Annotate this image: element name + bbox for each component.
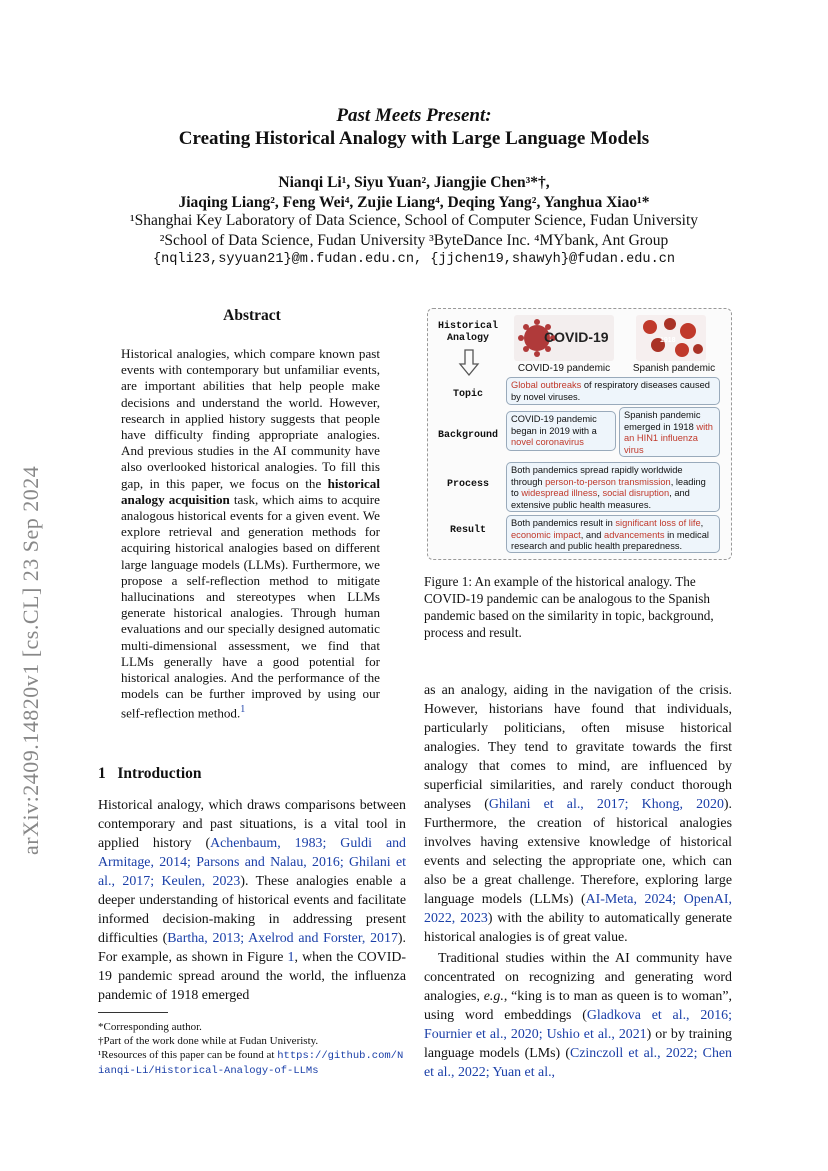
citation-link[interactable]: Ghilani et al., 2017; Khong, 2020	[488, 797, 724, 812]
topic-box: Global outbreaks of respiratory diseases caused by novel viruses.	[506, 377, 720, 405]
spanish-flu-image	[636, 315, 706, 361]
footnote-1: *Corresponding author.	[98, 1021, 202, 1033]
arxiv-stamp: arXiv:2409.14820v1 [cs.CL] 23 Sep 2024	[18, 465, 43, 855]
result-box: Both pandemics result in significant loss of life, economic impact, and advancements in medical research and public health preparedness.	[506, 515, 720, 553]
row-label-topic: Topic	[452, 389, 483, 400]
covid-badge: COVID-19	[544, 329, 609, 345]
figure-ref-link[interactable]: 1	[287, 950, 295, 965]
covid-caption: COVID-19 pandemic	[517, 363, 611, 374]
right-paragraph-2: Traditional studies within the AI community have concentrated on recognizing and generating word analogies, e.g., “king is to man as queen is to woman”, using word embeddings (Gladkova et al., 2016; Fournier et al., 2020; Ushio et al., 2021) or by training language models (LMs) (Czinczoll et al., 2022; Chen et al., 2022; Yuan et al.,	[424, 951, 732, 1080]
affiliation-line2: ²School of Data Science, Fudan University ³ByteDance Inc. ⁴MYbank, Ant Group	[159, 232, 669, 249]
citation-link[interactable]: Achenbaum, 1983; Guldi and Armitage, 2014; Parsons and Nalau, 2016; Ghilani et al., 2017; Keulen, 2023	[98, 836, 407, 889]
spanish-caption: Spanish pandemic	[632, 363, 716, 374]
background-left-box: COVID-19 pandemic began in 2019 with a novel coronavirus	[506, 411, 616, 451]
intro-heading: 1 Introduction	[98, 765, 202, 782]
affiliation-line1: ¹Shanghai Key Laboratory of Data Science, School of Computer Science, Fudan University	[129, 212, 699, 229]
row-label-background: Background	[437, 430, 498, 441]
historical-label: Historical	[437, 321, 498, 332]
footnote-divider	[98, 1012, 168, 1013]
analogy-label: Analogy	[446, 333, 489, 344]
intro-paragraph: Historical analogy, which draws comparisons between contemporary and past situations, is a vital tool in applied history (Achenbaum, 1983; Guldi and Armitage, 2014; Parsons and Nalau, 2016; Ghilani et al., 2017; Keulen, 2023). These analogies enable a deeper understanding of historical events and facilitate informed decision-making in addressing present difficulties (Bartha, 2013; Axelrod and Forster, 2017). For example, as shown in Figure 1, when the COVID-19 pandemic spread around the world, the influenza pandemic of 1918 emerged	[98, 798, 407, 1003]
paper-title-line2: Creating Historical Analogy with Large Language Models	[178, 128, 650, 149]
footnote-3: ¹Resources of this paper can be found at https://github.com/Nianqi-Li/Historical-Analogy-of-LLMs	[98, 1049, 404, 1077]
abstract-heading: Abstract	[223, 307, 281, 324]
authors-line2: Jiaqing Liang², Feng Wei⁴, Zujie Liang⁴, Deqing Yang², Yanghua Xiao¹*	[178, 194, 650, 211]
spanish-badge: 1918	[660, 337, 676, 344]
footnote-marker[interactable]: 1	[240, 704, 246, 716]
right-paragraph-1: as an analogy, aiding in the navigation of the crisis. However, historians have found that individuals, particularly politicians, often misuse historical analogies. They tend to gravitate towards the first analogy that comes to mind, are influenced by superficial similarities, and rarely conduct thorough analyses (Ghilani et al., 2017; Khong, 2020). Furthermore, the creation of historical analogies involves having extensive knowledge of historical events and selecting the appropriate one, which can also be a great challenge. Therefore, exploring large language models (LLMs) (AI-Meta, 2024; OpenAI, 2022, 2023) with the ability to automatically generate historical analogies is of great value.	[424, 683, 733, 945]
row-label-process: Process	[446, 479, 489, 490]
abstract-bold-term: historical analogy acquisition	[121, 475, 380, 507]
citation-link[interactable]: Bartha, 2013; Axelrod and Forster, 2017	[167, 931, 398, 946]
covid-image	[514, 315, 614, 361]
process-box: Both pandemics spread rapidly worldwide through person-to-person transmission, leading to widespread illness, social disruption, and extensive public health measures.	[506, 462, 720, 512]
authors-line1: Nianqi Li¹, Siyu Yuan², Jiangjie Chen³*†,	[278, 174, 550, 191]
row-label-result: Result	[449, 525, 486, 536]
author-emails[interactable]: {nqli23,syyuan21}@m.fudan.edu.cn, {jjchen19,shawyh}@fudan.edu.cn	[152, 252, 676, 267]
down-arrow-icon	[458, 349, 480, 377]
citation-link[interactable]: Gladkova et al., 2016; Fournier et al., 2020; Ushio et al., 2021	[424, 1008, 732, 1042]
figure-caption: Figure 1: An example of the historical analogy. The COVID-19 pandemic can be analogous to the Spanish pandemic based on the similarity in topic, background, process and result.	[424, 574, 714, 640]
abstract-body: Historical analogies, which compare known past events with contemporary but unfamiliar events, are important abilities that help people make decisions and understand the world. However, research in applied history suggests that people have difficulty finding appropriate analogies. And previous studies in the AI community have also overlooked historical analogies. To fill this gap, in this paper, we focus on the historical analogy acquisition task, which aims to acquire analogous historical events for a given event. We explore retrieval and generation methods for acquiring historical analogies based on different large language models (LLMs). Furthermore, we propose a self-reflection method to mitigate hallucinations and stereotypes when LLMs generate historical analogies. Through human evaluations and our specially designed automatic multi-dimensional assessment, we find that LLMs generally have a good potential for historical analogies. And the performance of the models can be further improved by using our self-reflection method.$^1$	[121, 346, 380, 721]
citation-link[interactable]: AI-Meta, 2024; OpenAI, 2022, 2023	[424, 892, 732, 926]
figure-1	[427, 308, 732, 560]
resource-url-link[interactable]: https://github.com/Nianqi-Li/Historical-Analogy-of-LLMs	[98, 1050, 404, 1077]
footnote-2: †Part of the work done while at Fudan Univeristy.	[98, 1035, 319, 1047]
background-right-box: Spanish pandemic emerged in 1918 with an HIN1 influenza virus	[619, 407, 720, 457]
citation-link[interactable]: Czinczoll et al., 2022; Chen et al., 2022; Yuan et al.,	[424, 1046, 732, 1080]
paper-title-line1: Past Meets Present:	[336, 105, 492, 126]
